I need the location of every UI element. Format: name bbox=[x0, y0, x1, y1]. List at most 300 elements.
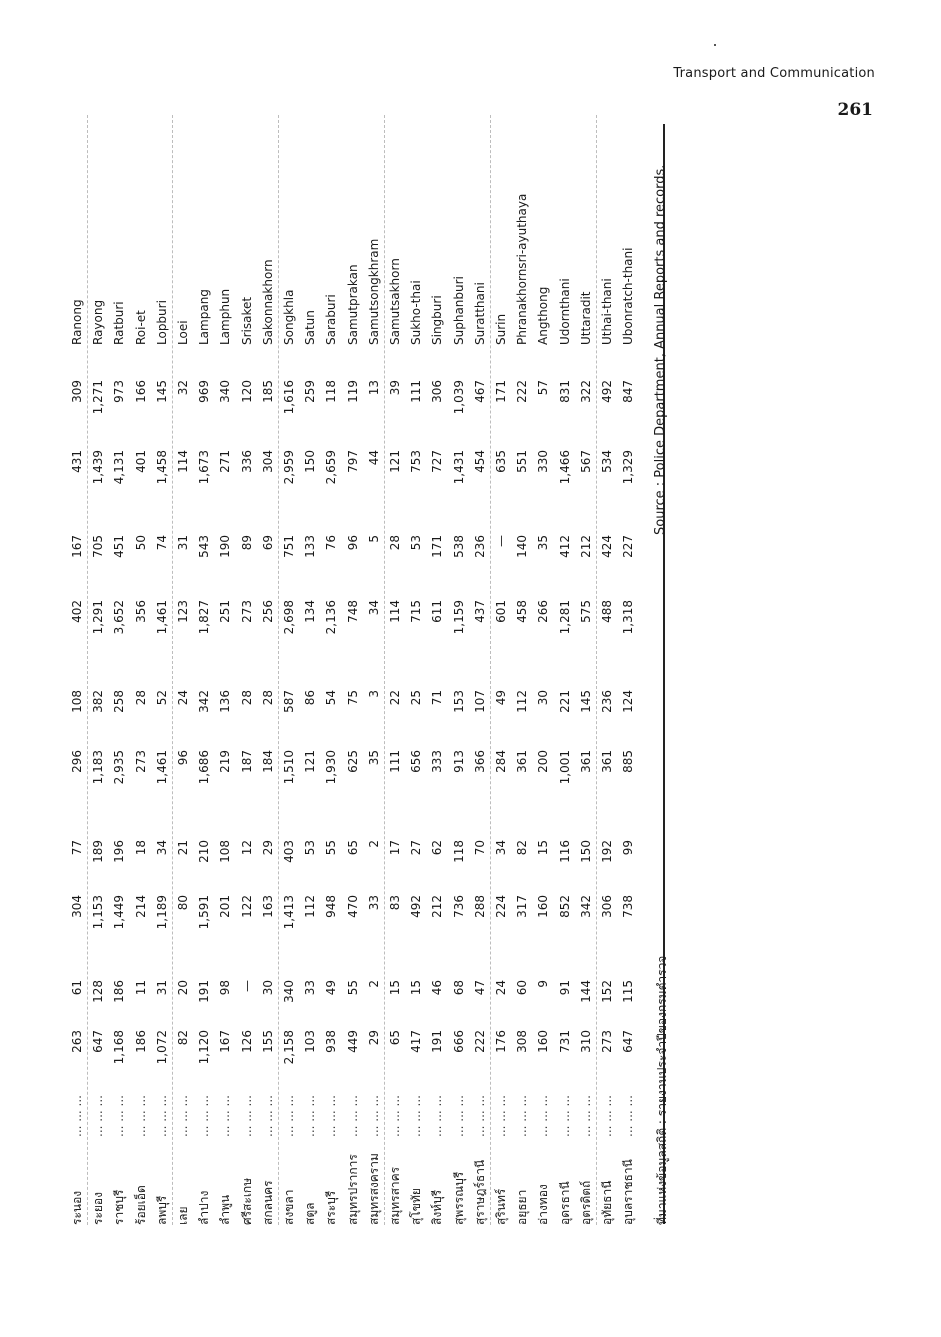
table-cell: 666 bbox=[451, 1030, 466, 1053]
table-cell: 186 bbox=[112, 980, 127, 1003]
table-cell: 5 bbox=[366, 535, 381, 543]
table-cell: 288 bbox=[472, 895, 487, 918]
running-header: Transport and Communication bbox=[673, 66, 875, 81]
table-cell: 212 bbox=[578, 535, 593, 558]
table-cell: 543 bbox=[197, 535, 212, 558]
table-cell: 727 bbox=[430, 450, 445, 473]
table-cell: 122 bbox=[239, 895, 254, 918]
table-cell: 155 bbox=[260, 1030, 275, 1053]
table-cell: 53 bbox=[409, 535, 424, 551]
table-cell: 3 bbox=[366, 690, 381, 698]
table-cell: 121 bbox=[388, 450, 402, 473]
table-cell: 191 bbox=[430, 1030, 445, 1053]
table-cell: 227 bbox=[621, 535, 636, 558]
leader-dots: ... ... ... bbox=[239, 1095, 254, 1137]
table-cell: 336 bbox=[239, 450, 254, 473]
table-cell: 342 bbox=[197, 690, 212, 713]
table-cell: 748 bbox=[345, 600, 360, 623]
table-cell: 402 bbox=[70, 600, 84, 623]
table-row bbox=[342, 115, 364, 1225]
page-number: 261 bbox=[837, 100, 873, 120]
table-cell: 30 bbox=[260, 980, 275, 996]
table-cell: 2,959 bbox=[282, 450, 296, 485]
table-cell: 185 bbox=[260, 380, 275, 403]
province-thai-name: อุทัยธานี bbox=[600, 1180, 614, 1225]
table-cell: 31 bbox=[176, 535, 190, 551]
data-table bbox=[58, 115, 668, 1225]
table-cell: 251 bbox=[218, 600, 233, 623]
table-cell: 44 bbox=[366, 450, 381, 466]
table-cell: 1,271 bbox=[91, 380, 106, 415]
province-english-name: Uthai-thani bbox=[600, 278, 614, 345]
table-cell: 46 bbox=[430, 980, 445, 996]
province-english-name: Sakonnakhorn bbox=[260, 259, 275, 345]
table-cell: 11 bbox=[133, 980, 148, 996]
province-thai-name: อยุธยา bbox=[515, 1189, 530, 1225]
table-row bbox=[87, 115, 109, 1225]
table-row bbox=[511, 115, 533, 1225]
table-cell: 123 bbox=[176, 600, 190, 623]
table-cell: 76 bbox=[324, 535, 339, 551]
table-row bbox=[596, 115, 618, 1225]
table-cell: 20 bbox=[176, 980, 190, 996]
table-cell: 62 bbox=[430, 840, 445, 856]
leader-dots: ... ... ... bbox=[515, 1095, 530, 1137]
province-english-name: Srisaket bbox=[239, 296, 254, 345]
table-cell: 136 bbox=[218, 690, 233, 713]
table-cell: 284 bbox=[494, 750, 508, 773]
table-cell: 126 bbox=[239, 1030, 254, 1053]
table-cell: 53 bbox=[303, 840, 318, 856]
table-cell: 82 bbox=[176, 1030, 190, 1046]
table-cell: 306 bbox=[430, 380, 445, 403]
table-cell: 212 bbox=[430, 895, 445, 918]
table-cell: 163 bbox=[260, 895, 275, 918]
table-cell: 107 bbox=[472, 690, 487, 713]
table-cell: 1,827 bbox=[197, 600, 212, 635]
table-cell: 166 bbox=[133, 380, 148, 403]
table-cell: 1,510 bbox=[282, 750, 296, 785]
leader-dots: ... ... ... bbox=[260, 1095, 275, 1137]
leader-dots: ... ... ... bbox=[303, 1095, 318, 1137]
table-cell: 424 bbox=[600, 535, 614, 558]
table-cell: 176 bbox=[494, 1030, 508, 1053]
table-cell: 186 bbox=[133, 1030, 148, 1053]
leader-dots: ... ... ... bbox=[324, 1095, 339, 1137]
province-english-name: Ratburi bbox=[112, 301, 127, 345]
table-cell: 271 bbox=[218, 450, 233, 473]
province-thai-name: ร้อยเอ็ด bbox=[133, 1185, 148, 1225]
table-cell: 191 bbox=[197, 980, 212, 1003]
table-cell: 187 bbox=[239, 750, 254, 773]
table-cell: 24 bbox=[494, 980, 508, 996]
table-cell: 144 bbox=[578, 980, 593, 1003]
table-cell: 153 bbox=[451, 690, 466, 713]
table-cell: 1,039 bbox=[451, 380, 466, 415]
table-cell: 1,449 bbox=[112, 895, 127, 930]
table-cell: 111 bbox=[388, 750, 402, 773]
table-cell: 2,659 bbox=[324, 450, 339, 485]
table-cell: 115 bbox=[621, 980, 636, 1003]
table-cell: 65 bbox=[388, 1030, 402, 1046]
table-cell: 18 bbox=[133, 840, 148, 856]
table-cell: 847 bbox=[621, 380, 636, 403]
table-cell: 160 bbox=[536, 1030, 551, 1053]
table-cell: 1,461 bbox=[154, 600, 169, 635]
table-cell: 625 bbox=[345, 750, 360, 773]
table-cell: 458 bbox=[515, 600, 530, 623]
table-cell: 308 bbox=[515, 1030, 530, 1053]
source-note-thai: ที่มาแห่งข้อมูลสถิติ : รายงานประจำปีของกรมตำรวจ bbox=[655, 955, 669, 1225]
table-cell: 913 bbox=[451, 750, 466, 773]
leader-dots: ... ... ... bbox=[451, 1095, 466, 1137]
table-cell: 74 bbox=[154, 535, 169, 551]
table-cell: 145 bbox=[154, 380, 169, 403]
table-cell: 310 bbox=[578, 1030, 593, 1053]
table-cell: 356 bbox=[133, 600, 148, 623]
province-thai-name: ระยอง bbox=[91, 1192, 106, 1225]
province-thai-name: ระนอง bbox=[70, 1190, 84, 1225]
table-cell: 273 bbox=[239, 600, 254, 623]
table-cell: 2,698 bbox=[282, 600, 296, 635]
table-cell: 75 bbox=[345, 690, 360, 706]
table-cell: 190 bbox=[218, 535, 233, 558]
table-cell: 259 bbox=[303, 380, 318, 403]
province-thai-name: สุรินทร์ bbox=[494, 1188, 508, 1225]
table-cell: 647 bbox=[621, 1030, 636, 1053]
table-cell: 140 bbox=[515, 535, 530, 558]
table-cell: 98 bbox=[218, 980, 233, 996]
leader-dots: ... ... ... bbox=[282, 1095, 296, 1137]
table-cell: 1,686 bbox=[197, 750, 212, 785]
table-cell: 108 bbox=[70, 690, 84, 713]
table-row bbox=[236, 115, 258, 1225]
province-thai-name: สมุทรสงคราม bbox=[366, 1153, 381, 1225]
table-cell: 150 bbox=[578, 840, 593, 863]
province-thai-name: อ่างทอง bbox=[536, 1184, 551, 1225]
table-cell: 17 bbox=[388, 840, 402, 856]
table-cell: 304 bbox=[260, 450, 275, 473]
table-cell: 1,153 bbox=[91, 895, 106, 930]
table-row bbox=[363, 115, 385, 1225]
table-row bbox=[384, 115, 406, 1225]
table-cell: 340 bbox=[218, 380, 233, 403]
table-cell: 22 bbox=[388, 690, 402, 706]
table-cell: 1,458 bbox=[154, 450, 169, 485]
table-cell: 656 bbox=[409, 750, 424, 773]
table-cell: 33 bbox=[366, 895, 381, 911]
table-cell: 55 bbox=[324, 840, 339, 856]
table-row bbox=[214, 115, 236, 1225]
table-cell: 1,930 bbox=[324, 750, 339, 785]
table-cell: 118 bbox=[324, 380, 339, 403]
table-row bbox=[172, 115, 194, 1225]
table-cell: 797 bbox=[345, 450, 360, 473]
table-cell: 71 bbox=[430, 690, 445, 706]
table-cell: 417 bbox=[409, 1030, 424, 1053]
province-english-name: Rayong bbox=[91, 299, 106, 345]
table-cell: 2 bbox=[366, 980, 381, 988]
province-english-name: Suratthani bbox=[472, 282, 487, 345]
province-english-name: Songkhla bbox=[282, 289, 296, 345]
province-thai-name: สงขลา bbox=[282, 1189, 296, 1225]
table-cell: 635 bbox=[494, 450, 508, 473]
table-cell: 35 bbox=[536, 535, 551, 551]
table-cell: 52 bbox=[154, 690, 169, 706]
table-cell: 171 bbox=[494, 380, 508, 403]
table-cell: 60 bbox=[515, 980, 530, 996]
rotated-table-block bbox=[58, 115, 668, 1225]
table-cell: 1,183 bbox=[91, 750, 106, 785]
leader-dots: ... ... ... bbox=[91, 1095, 106, 1137]
table-cell: 2 bbox=[366, 840, 381, 848]
table-cell: 361 bbox=[578, 750, 593, 773]
table-cell: 134 bbox=[303, 600, 318, 623]
table-cell: 342 bbox=[578, 895, 593, 918]
table-cell: 1,291 bbox=[91, 600, 106, 635]
table-cell: 96 bbox=[345, 535, 360, 551]
province-thai-name: ศรีสะเกษ bbox=[239, 1177, 254, 1225]
table-cell: 1,318 bbox=[621, 600, 636, 635]
table-cell: 322 bbox=[578, 380, 593, 403]
table-cell: 412 bbox=[557, 535, 572, 558]
leader-dots: ... ... ... bbox=[409, 1095, 424, 1137]
table-cell: 401 bbox=[133, 450, 148, 473]
table-cell: 273 bbox=[600, 1030, 614, 1053]
table-cell: 28 bbox=[133, 690, 148, 706]
table-row bbox=[108, 115, 130, 1225]
province-thai-name: สมุทรปราการ bbox=[345, 1154, 360, 1225]
table-cell: 1,431 bbox=[451, 450, 466, 485]
table-cell: 258 bbox=[112, 690, 127, 713]
table-cell: 2,136 bbox=[324, 600, 339, 635]
table-cell: 236 bbox=[600, 690, 614, 713]
province-english-name: Roi-et bbox=[133, 310, 148, 345]
table-cell: 751 bbox=[282, 535, 296, 558]
table-row bbox=[405, 115, 427, 1225]
table-cell: 1,281 bbox=[557, 600, 572, 635]
table-cell: 263 bbox=[70, 1030, 84, 1053]
table-cell: 885 bbox=[621, 750, 636, 773]
table-cell: 736 bbox=[451, 895, 466, 918]
leader-dots: ... ... ... bbox=[197, 1095, 212, 1137]
table-cell: 86 bbox=[303, 690, 318, 706]
table-cell: 150 bbox=[303, 450, 318, 473]
table-cell: 340 bbox=[282, 980, 296, 1003]
table-cell: 437 bbox=[472, 600, 487, 623]
table-row bbox=[151, 115, 173, 1225]
province-english-name: Angthong bbox=[536, 286, 551, 345]
table-row bbox=[193, 115, 215, 1225]
table-cell: 2,935 bbox=[112, 750, 127, 785]
table-cell: 1,466 bbox=[557, 450, 572, 485]
table-cell: 96 bbox=[176, 750, 190, 766]
table-cell: 1,120 bbox=[197, 1030, 212, 1065]
table-cell: 219 bbox=[218, 750, 233, 773]
table-cell: 567 bbox=[578, 450, 593, 473]
leader-dots: ... ... ... bbox=[218, 1095, 233, 1137]
table-cell: 1,461 bbox=[154, 750, 169, 785]
table-cell: 431 bbox=[70, 450, 84, 473]
table-cell: 256 bbox=[260, 600, 275, 623]
province-thai-name: ราชบุรี bbox=[112, 1189, 127, 1225]
province-thai-name: สมุทรสาคร bbox=[388, 1166, 402, 1225]
leader-dots: ... ... ... bbox=[536, 1095, 551, 1137]
table-cell: 382 bbox=[91, 690, 106, 713]
leader-dots: ... ... ... bbox=[430, 1095, 445, 1137]
table-cell: 167 bbox=[70, 535, 84, 558]
table-cell: 160 bbox=[536, 895, 551, 918]
table-cell: 9 bbox=[536, 980, 551, 988]
province-english-name: Satun bbox=[303, 310, 318, 345]
table-cell: 114 bbox=[176, 450, 190, 473]
table-cell: 296 bbox=[70, 750, 84, 773]
province-english-name: Uttaradit bbox=[578, 291, 593, 345]
table-cell: 108 bbox=[218, 840, 233, 863]
table-row bbox=[257, 115, 279, 1225]
table-cell: 29 bbox=[260, 840, 275, 856]
table-cell: 12 bbox=[239, 840, 254, 856]
table-cell: 210 bbox=[197, 840, 212, 863]
table-cell: 83 bbox=[388, 895, 402, 911]
table-cell: 80 bbox=[176, 895, 190, 911]
table-cell: 852 bbox=[557, 895, 572, 918]
table-cell: 55 bbox=[345, 980, 360, 996]
table-cell: 184 bbox=[260, 750, 275, 773]
province-english-name: Ubonratch-thani bbox=[621, 247, 636, 345]
table-cell: 54 bbox=[324, 690, 339, 706]
table-cell: 534 bbox=[600, 450, 614, 473]
table-cell: 118 bbox=[451, 840, 466, 863]
province-thai-name: อุตรดิตถ์ bbox=[578, 1180, 593, 1225]
table-cell: 33 bbox=[303, 980, 318, 996]
table-cell: 24 bbox=[176, 690, 190, 706]
table-cell: 15 bbox=[388, 980, 402, 996]
province-english-name: Surin bbox=[494, 313, 508, 345]
table-cell: 49 bbox=[494, 690, 508, 706]
table-cell: 116 bbox=[557, 840, 572, 863]
leader-dots: ... ... ... bbox=[366, 1095, 381, 1137]
table-cell: 112 bbox=[303, 895, 318, 918]
table-cell: 705 bbox=[91, 535, 106, 558]
table-cell: — bbox=[494, 535, 508, 547]
table-cell: 47 bbox=[472, 980, 487, 996]
table-cell: 112 bbox=[515, 690, 530, 713]
table-row bbox=[426, 115, 448, 1225]
table-cell: 200 bbox=[536, 750, 551, 773]
table-cell: 39 bbox=[388, 380, 402, 396]
leader-dots: ... ... ... bbox=[621, 1095, 636, 1137]
table-cell: 647 bbox=[91, 1030, 106, 1053]
province-thai-name: สุพรรณบุรี bbox=[451, 1171, 466, 1225]
table-cell: 938 bbox=[324, 1030, 339, 1053]
table-cell: 30 bbox=[536, 690, 551, 706]
province-thai-name: ลำปาง bbox=[197, 1190, 212, 1225]
table-cell: 454 bbox=[472, 450, 487, 473]
table-cell: 601 bbox=[494, 600, 508, 623]
province-thai-name: ลพบุรี bbox=[154, 1195, 169, 1225]
table-cell: 201 bbox=[218, 895, 233, 918]
table-cell: 731 bbox=[557, 1030, 572, 1053]
table-cell: 91 bbox=[557, 980, 572, 996]
table-cell: 1,072 bbox=[154, 1030, 169, 1065]
table-cell: 111 bbox=[409, 380, 424, 403]
province-english-name: Samutprakan bbox=[345, 264, 360, 345]
table-row bbox=[320, 115, 342, 1225]
table-cell: 13 bbox=[366, 380, 381, 396]
table-cell: 27 bbox=[409, 840, 424, 856]
leader-dots: ... ... ... bbox=[176, 1095, 190, 1137]
province-english-name: Samutsongkhram bbox=[366, 238, 381, 345]
table-cell: 171 bbox=[430, 535, 445, 558]
table-cell: 15 bbox=[536, 840, 551, 856]
table-cell: 222 bbox=[515, 380, 530, 403]
table-cell: 167 bbox=[218, 1030, 233, 1053]
table-cell: 28 bbox=[239, 690, 254, 706]
table-cell: 124 bbox=[621, 690, 636, 713]
table-cell: 492 bbox=[600, 380, 614, 403]
province-thai-name: สกลนคร bbox=[260, 1180, 275, 1225]
table-row bbox=[469, 115, 491, 1225]
table-cell: 99 bbox=[621, 840, 636, 856]
table-cell: 61 bbox=[70, 980, 84, 996]
table-cell: 467 bbox=[472, 380, 487, 403]
province-thai-name: อุบลราชธานี bbox=[621, 1159, 636, 1225]
province-english-name: Phranakhornsri-ayuthaya bbox=[515, 193, 530, 345]
table-cell: 575 bbox=[578, 600, 593, 623]
table-cell: 309 bbox=[70, 380, 84, 403]
table-cell: 35 bbox=[366, 750, 381, 766]
source-note-english: Source : Police Department, Annual Reports and records. bbox=[653, 164, 668, 535]
table-cell: 266 bbox=[536, 600, 551, 623]
province-thai-name: สิงห์บุรี bbox=[430, 1189, 445, 1225]
table-cell: 1,616 bbox=[282, 380, 296, 415]
table-cell: 15 bbox=[409, 980, 424, 996]
table-cell: 89 bbox=[239, 535, 254, 551]
table-cell: 1,159 bbox=[451, 600, 466, 635]
table-cell: 488 bbox=[600, 600, 614, 623]
table-cell: 29 bbox=[366, 1030, 381, 1046]
leader-dots: ... ... ... bbox=[388, 1095, 402, 1137]
province-english-name: Sukho-thai bbox=[409, 280, 424, 345]
table-cell: 120 bbox=[239, 380, 254, 403]
speck-mark bbox=[714, 44, 716, 46]
table-cell: 31 bbox=[154, 980, 169, 996]
table-cell: 538 bbox=[451, 535, 466, 558]
table-cell: 330 bbox=[536, 450, 551, 473]
table-cell: 611 bbox=[430, 600, 445, 623]
table-row bbox=[66, 115, 88, 1225]
table-cell: 1,001 bbox=[557, 750, 572, 785]
table-cell: 196 bbox=[112, 840, 127, 863]
table-cell: 306 bbox=[600, 895, 614, 918]
leader-dots: ... ... ... bbox=[472, 1095, 487, 1137]
table-cell: 103 bbox=[303, 1030, 318, 1053]
table-cell: 449 bbox=[345, 1030, 360, 1053]
table-cell: 114 bbox=[388, 600, 402, 623]
table-cell: 969 bbox=[197, 380, 212, 403]
table-cell: 69 bbox=[260, 535, 275, 551]
table-cell: 831 bbox=[557, 380, 572, 403]
table-cell: 49 bbox=[324, 980, 339, 996]
table-cell: 119 bbox=[345, 380, 360, 403]
table-cell: 366 bbox=[472, 750, 487, 773]
table-cell: 82 bbox=[515, 840, 530, 856]
table-cell: 32 bbox=[176, 380, 190, 396]
table-cell: 2,158 bbox=[282, 1030, 296, 1065]
table-cell: 470 bbox=[345, 895, 360, 918]
table-cell: 21 bbox=[176, 840, 190, 856]
